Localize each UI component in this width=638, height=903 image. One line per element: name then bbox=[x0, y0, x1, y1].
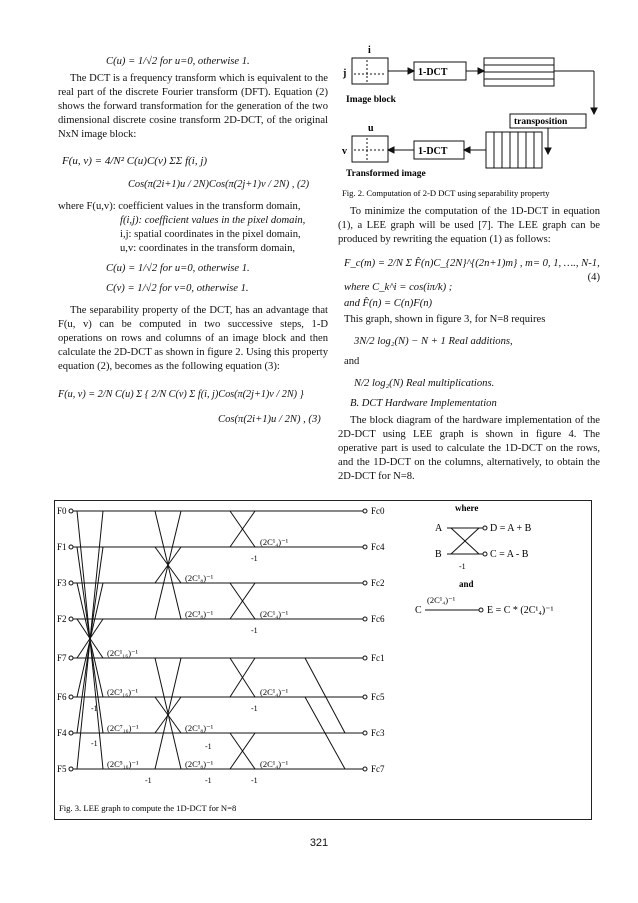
graph-coef-stage1: (2C⁵₁₆)⁻¹ bbox=[107, 759, 139, 769]
graph-node bbox=[363, 545, 367, 549]
graph-node bbox=[363, 509, 367, 513]
equation-4 bbox=[344, 257, 600, 283]
graph-node bbox=[363, 617, 367, 621]
and-fhat: and F̂(n) = C(n)F(n) bbox=[344, 297, 433, 309]
graph-input-label: F4 bbox=[57, 728, 67, 738]
equation-3-line2: Cos(π(2i+1)u / 2N) , (3) bbox=[218, 414, 321, 426]
where-ck: where C_k^i = cos(iπ/k) ; bbox=[344, 281, 453, 293]
legend-node bbox=[483, 552, 487, 556]
graph-output-label: Fc5 bbox=[371, 692, 385, 702]
fig2-dct-box-2: 1-DCT bbox=[418, 146, 448, 157]
graph-output-label: Fc7 bbox=[371, 764, 385, 774]
graph-input-label: F1 bbox=[57, 542, 67, 552]
graph-node bbox=[69, 581, 73, 585]
graph-coef-stage3: (2C¹₄)⁻¹ bbox=[260, 687, 289, 697]
fig2-label-i: i bbox=[368, 45, 371, 56]
graph-coef-stage2: (2C¹₈)⁻¹ bbox=[185, 723, 214, 733]
where-line-4: u,v: coordinates in the transform domain, bbox=[120, 242, 296, 254]
legend-b: B bbox=[435, 549, 442, 560]
graph-coef-stage1: (2C³₁₆)⁻¹ bbox=[107, 687, 139, 697]
graph-node bbox=[363, 656, 367, 660]
graph-coef-stage2: (2C³₈)⁻¹ bbox=[185, 759, 214, 769]
multiplications-formula: N/2 log₂(N) Real multiplications. bbox=[354, 377, 495, 389]
fig2-image-block: Image block bbox=[346, 95, 396, 105]
graph-minus-one: -1 bbox=[205, 742, 212, 751]
graph-input-label: F6 bbox=[57, 692, 67, 702]
graph-input-label: F7 bbox=[57, 653, 67, 663]
equation-3-line1: F(u, v) = 2/N C(u) Σ { 2/N C(v) Σ f(i, j)Cos(π(2j+1)v / 2N) } bbox=[58, 388, 304, 400]
graph-node bbox=[363, 581, 367, 585]
graph-minus-one: -1 bbox=[205, 776, 212, 785]
graph-coef-stage1: (2C⁷₁₆)⁻¹ bbox=[107, 723, 139, 733]
graph-input-label: F0 bbox=[57, 506, 67, 516]
page-number: 321 bbox=[309, 837, 329, 849]
graph-node bbox=[363, 767, 367, 771]
graph-output-label: Fc1 bbox=[371, 653, 385, 663]
graph-output-label: Fc4 bbox=[371, 542, 385, 552]
right-column bbox=[338, 205, 600, 486]
fig2-transformed-image: Transformed image bbox=[346, 169, 426, 179]
additions-formula: 3N/2 log₂(N) − N + 1 Real additions, bbox=[354, 335, 513, 347]
paragraph-graph-requires: This graph, shown in figure 3, for N=8 requires bbox=[344, 313, 546, 325]
graph-input-label: F3 bbox=[57, 578, 67, 588]
graph-coef-stage3: (2C¹₄)⁻¹ bbox=[260, 759, 289, 769]
legend-and: and bbox=[459, 579, 474, 589]
graph-minus-one: -1 bbox=[251, 626, 258, 635]
legend-c: C = A - B bbox=[490, 549, 529, 560]
graph-coef-stage3: (2C¹₄)⁻¹ bbox=[260, 537, 289, 547]
where-line-2: f(i,j): coefficient values in the pixel domain, bbox=[120, 215, 306, 227]
equation-4-number: (4) bbox=[587, 271, 600, 283]
legend-node bbox=[479, 608, 483, 612]
legend-coef: (2C¹₄)⁻¹ bbox=[427, 595, 456, 605]
graph-minus-one: -1 bbox=[145, 776, 152, 785]
graph-output-label: Fc6 bbox=[371, 614, 385, 624]
graph-node bbox=[69, 545, 73, 549]
figure-3-lee-graph bbox=[55, 501, 591, 819]
graph-node bbox=[69, 731, 73, 735]
equation-2-line1: F(u, v) = 4/N² C(u)C(v) ΣΣ f(i, j) bbox=[62, 154, 208, 167]
fig2-label-v: v bbox=[342, 146, 347, 157]
legend-minus-one: -1 bbox=[459, 562, 466, 571]
fig2-label-j: j bbox=[343, 68, 347, 79]
fig2-label-u: u bbox=[368, 123, 374, 134]
equation-cv: C(v) = 1/√2 for v=0, otherwise 1. bbox=[106, 282, 249, 294]
paragraph-dct-intro: The DCT is a frequency transform which is equivalent to the real part of the discrete Fourier transform (DFT). Equation (2) shows the forward transformation for the generation of the two dimensional discrete cosine transform 2D-DCT, of the original NxN image block: bbox=[58, 72, 328, 140]
equation-cu: C(u) = 1/√2 for u=0, otherwise 1. bbox=[106, 262, 250, 274]
fig2-caption: Fig. 2. Computation of 2-D DCT using separability property bbox=[342, 188, 550, 198]
figure-3-caption: Fig. 3. LEE graph to compute the 1D-DCT for N=8 bbox=[59, 803, 237, 813]
legend-node bbox=[483, 526, 487, 530]
graph-node bbox=[69, 617, 73, 621]
paragraph-separability: The separability property of the DCT, has an advantage that F(u, v) can be computed in two successive steps, 1-D operations on rows and columns of an image block and then calculate the 2D-DCT as shown in figure 2. Using this property equation (2), becomes as the following equation (3): bbox=[58, 304, 328, 372]
paragraph-lee-graph: To minimize the computation of the 1D-DCT in equation (1), a LEE graph will be used [7]. The LEE graph can be produced by rewriting the equation (1) as follows: bbox=[338, 206, 600, 245]
graph-node bbox=[69, 695, 73, 699]
graph-coef-stage3: (2C¹₄)⁻¹ bbox=[260, 609, 289, 619]
fig2-transposition: transposition bbox=[514, 117, 568, 127]
legend-a: A bbox=[435, 523, 443, 534]
paragraph-hardware: The block diagram of the hardware implementation of the 2D-DCT using LEE graph is shown in figure 4. The operative part is used to calculate the 1D-DCT on the rows, and the 1D-DCT on the columns, alternatively, to obtain the 2D-DCT for N=8. bbox=[338, 414, 600, 482]
where-line-3: i,j: spatial coordinates in the pixel domain, bbox=[120, 229, 301, 240]
figure-2-diagram bbox=[0, 0, 638, 200]
graph-coef-stage2: (2C¹₈)⁻¹ bbox=[185, 573, 214, 583]
legend-d: D = A + B bbox=[490, 523, 532, 534]
graph-coef-stage1: (2C¹₁₆)⁻¹ bbox=[107, 648, 139, 658]
graph-node bbox=[363, 731, 367, 735]
graph-node bbox=[69, 767, 73, 771]
graph-node bbox=[363, 695, 367, 699]
equation-cu-top: C(u) = 1/√2 for u=0, otherwise 1. bbox=[106, 56, 250, 67]
where-line-1: where F(u,v): coefficient values in the transform domain, bbox=[58, 201, 301, 213]
legend-where: where bbox=[455, 503, 479, 513]
graph-minus-one: -1 bbox=[91, 704, 98, 713]
graph-coef-stage2: (2C³₈)⁻¹ bbox=[185, 609, 214, 619]
graph-minus-one: -1 bbox=[91, 739, 98, 748]
graph-crossline bbox=[305, 658, 345, 733]
legend-e: E = C * (2C¹₄)⁻¹ bbox=[487, 605, 554, 616]
graph-minus-one: -1 bbox=[251, 704, 258, 713]
equation-2-line2: Cos(π(2i+1)u / 2N)Cos(π(2j+1)v / 2N) , (2) bbox=[128, 179, 310, 191]
legend-c-in: C bbox=[415, 605, 422, 616]
graph-output-label: Fc3 bbox=[371, 728, 385, 738]
graph-minus-one: -1 bbox=[251, 776, 258, 785]
section-heading: B. DCT Hardware Implementation bbox=[350, 397, 497, 409]
graph-output-label: Fc2 bbox=[371, 578, 385, 588]
graph-minus-one: -1 bbox=[251, 554, 258, 563]
graph-output-label: Fc0 bbox=[371, 506, 385, 516]
equation-4-body: F_c(m) = 2/N Σ F̂(n)C_{2N}^{(2n+1)m} , m= 0, 1, …., N-1, bbox=[344, 257, 600, 269]
graph-node bbox=[69, 656, 73, 660]
fig2-dct-box-1: 1-DCT bbox=[418, 67, 448, 78]
graph-input-label: F2 bbox=[57, 614, 67, 624]
and-word: and bbox=[344, 355, 360, 367]
figure-3-box bbox=[54, 500, 592, 820]
graph-input-label: F5 bbox=[57, 764, 67, 774]
graph-node bbox=[69, 509, 73, 513]
